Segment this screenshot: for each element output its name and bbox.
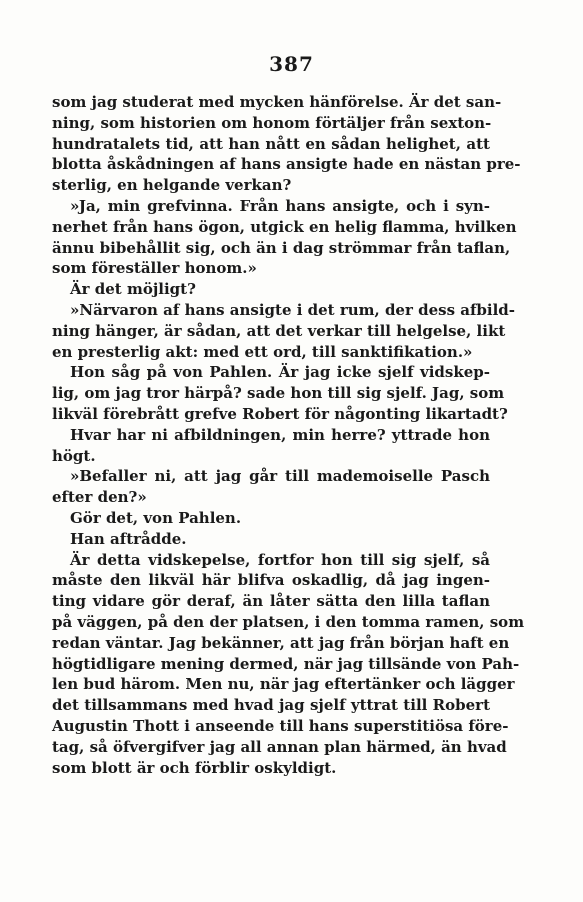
- text-line: ting vidare gör deraf, än låter sätta den lilla taflan: [52, 592, 490, 611]
- text-line: Han aftrådde.: [70, 529, 187, 548]
- text-line: lig, om jag tror härpå? sade hon till sig sjelf. Jag, som: [52, 384, 505, 403]
- text-line: »Närvaron af hans ansigte i det rum, der dess afbild-: [70, 300, 516, 319]
- body-text: [52, 92, 525, 778]
- text-line: Gör det, von Pahlen.: [70, 508, 242, 527]
- text-line: tag, så öfvergifver jag all annan plan härmed, än hvad: [52, 737, 507, 756]
- text-line: efter den?»: [52, 488, 147, 507]
- text-line: nerhet från hans ögon, utgick en helig flamma, hvilken: [52, 217, 517, 236]
- text-line: Augustin Thott i anseende till hans superstitiösa före-: [52, 716, 509, 735]
- text-line: redan väntar. Jag bekänner, att jag från början haft en: [52, 633, 510, 652]
- text-line: likväl förebrått grefve Robert för någonting likartadt?: [52, 404, 508, 423]
- text-line: »Befaller ni, att jag går till mademoiselle Pasch: [70, 467, 490, 486]
- text-line: len bud härom. Men nu, när jag eftertänker och lägger: [52, 675, 515, 694]
- text-line: som jag studerat med mycken hänförelse. Är det san-: [52, 93, 502, 111]
- text-line: »Ja, min grefvinna. Från hans ansigte, och i syn-: [70, 196, 490, 215]
- text-line: ning, som historien om honom förtäljer från sexton-: [52, 113, 492, 132]
- text-line: hundratalets tid, att han nått en sådan helighet, att: [52, 134, 490, 153]
- text-line: en presterlig akt: med ett ord, till sanktifikation.»: [52, 342, 473, 361]
- text-line: ning hänger, är sådan, att det verkar till helgelse, likt: [52, 321, 506, 340]
- text-line: högt.: [52, 446, 96, 465]
- text-line: blotta åskådningen af hans ansigte hade en nästan pre-: [52, 155, 521, 174]
- text-line: på väggen, på den der platsen, i den tomma ramen, som: [52, 612, 525, 631]
- text-line: det tillsammans med hvad jag sjelf yttrat till Robert: [52, 696, 490, 715]
- text-line: Är det möjligt?: [70, 280, 196, 299]
- text-line: som föreställer honom.»: [52, 259, 257, 278]
- text-line: Hon såg på von Pahlen. Är jag icke sjelf vidskep-: [70, 363, 490, 382]
- text-line: sterlig, en helgande verkan?: [52, 176, 292, 195]
- page-number: 387: [269, 52, 314, 76]
- text-line: högtidligare mening dermed, när jag tillsände von Pah-: [52, 654, 520, 673]
- text-line: Hvar har ni afbildningen, min herre? yttrade hon: [70, 425, 490, 444]
- text-line: måste den likväl här blifva oskadlig, då jag ingen-: [52, 571, 490, 590]
- text-line: ännu bibehållit sig, och än i dag strömmar från taflan,: [52, 238, 511, 257]
- text-line: Är detta vidskepelse, fortfor hon till sig sjelf, så: [70, 550, 490, 569]
- text-line: som blott är och förblir oskyldigt.: [52, 758, 337, 777]
